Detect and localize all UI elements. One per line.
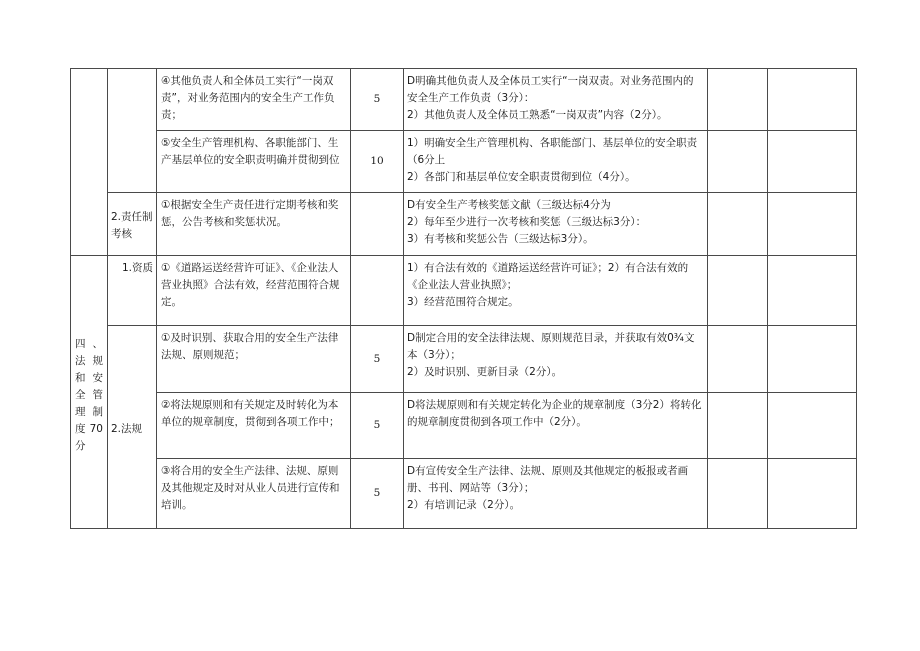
method-line: 3）有考核和奖惩公告（三级达标3分）。: [407, 233, 594, 245]
blank-cell: [768, 131, 857, 193]
category-cell: 四、法规和安全管理制度70分: [71, 256, 108, 529]
method-line: D有宣传安全生产法律、法规、原则及其他规定的板报或者画册、书刊、网站等（3分）；: [407, 465, 689, 494]
method-cell: [404, 69, 708, 131]
content-cell: ③将合用的安全生产法律、法规、原则及其他规定及时对从业人员进行宣传和培训。: [157, 459, 351, 529]
method-line: 2）及时识别、更新目录（2分）。: [407, 366, 563, 378]
table-row: [71, 131, 857, 193]
category-cell: [71, 69, 108, 256]
blank-cell: [768, 459, 857, 529]
score-cell: 5: [351, 69, 404, 131]
method-cell: [404, 256, 708, 326]
blank-cell: [708, 326, 768, 393]
blank-cell: [768, 256, 857, 326]
table-row: [71, 393, 857, 459]
method-line: D将法规原则和有关规定转化为企业的规章制度（3分2）将转化的规章制度贯彻到各项工作中（2分）。: [407, 399, 702, 428]
method-line: 2）有培训记录（2分）。: [407, 499, 521, 511]
subgroup-cell: 2.法规: [108, 326, 157, 529]
score-cell: 5: [351, 459, 404, 529]
blank-cell: [708, 193, 768, 256]
method-line: D制定合用的安全法律法规、原则规范目录，并获取有效0¾文本（3分）；: [407, 332, 695, 361]
method-line: D明确其他负责人及全体员工实行“一岗双责。对业务范围内的安全生产工作负责（3分）：: [407, 75, 694, 104]
method-line: 3）经营范围符合规定。: [407, 296, 519, 308]
blank-cell: [708, 393, 768, 459]
method-cell: [404, 193, 708, 256]
method-line: 2）各部门和基层单位安全职责贯彻到位（4分）。: [407, 171, 636, 183]
method-line: 2）其他负责人及全体员工熟悉“一岗双责”内容（2分）。: [407, 109, 668, 121]
blank-cell: [708, 69, 768, 131]
score-cell: 10: [351, 131, 404, 193]
table-row: [71, 326, 857, 393]
subgroup-cell: [108, 69, 157, 193]
subgroup-cell: 2.责任制考核: [108, 193, 157, 256]
score-cell: [351, 193, 404, 256]
table-row: [71, 256, 857, 326]
blank-cell: [708, 256, 768, 326]
table-row: [71, 459, 857, 529]
method-cell: [404, 393, 708, 459]
blank-cell: [768, 69, 857, 131]
blank-cell: [768, 326, 857, 393]
content-cell: ②将法规原则和有关规定及时转化为本单位的规章制度，贯彻到各项工作中；: [157, 393, 351, 459]
method-line: 1）有合法有效的《道路运送经营许可证》；2）有合法有效的《企业法人营业执照》；: [407, 262, 689, 291]
method-line: 1）明确安全生产管理机构、各职能部门、基层单位的安全职责（6分上: [407, 137, 698, 166]
content-cell: ①及时识别、获取合用的安全生产法律法规、原则规范；: [157, 326, 351, 393]
content-cell: ⑤安全生产管理机构、各职能部门、生产基层单位的安全职责明确并贯彻到位: [157, 131, 351, 193]
method-cell: [404, 459, 708, 529]
blank-cell: [768, 193, 857, 256]
content-cell: ①根据安全生产责任进行定期考核和奖惩，公告考核和奖惩状况。: [157, 193, 351, 256]
blank-cell: [708, 131, 768, 193]
evaluation-table: [70, 68, 857, 529]
content-cell: ④其他负责人和全体员工实行“一岗双责”，对业务范围内的安全生产工作负责；: [157, 69, 351, 131]
score-cell: 5: [351, 393, 404, 459]
blank-cell: [768, 393, 857, 459]
score-cell: 5: [351, 326, 404, 393]
method-cell: [404, 131, 708, 193]
subgroup-cell: 1.资质: [108, 256, 157, 326]
method-cell: [404, 326, 708, 393]
method-line: D有安全生产考核奖惩文献（三级达标4分为: [407, 199, 611, 211]
table-row: [71, 69, 857, 131]
method-line: 2）每年至少进行一次考核和奖惩（三级达标3分）：: [407, 216, 647, 228]
score-cell: [351, 256, 404, 326]
blank-cell: [708, 459, 768, 529]
content-cell: ①《道路运送经营许可证》、《企业法人营业执照》合法有效，经营范围符合规定。: [157, 256, 351, 326]
table-row: [71, 193, 857, 256]
